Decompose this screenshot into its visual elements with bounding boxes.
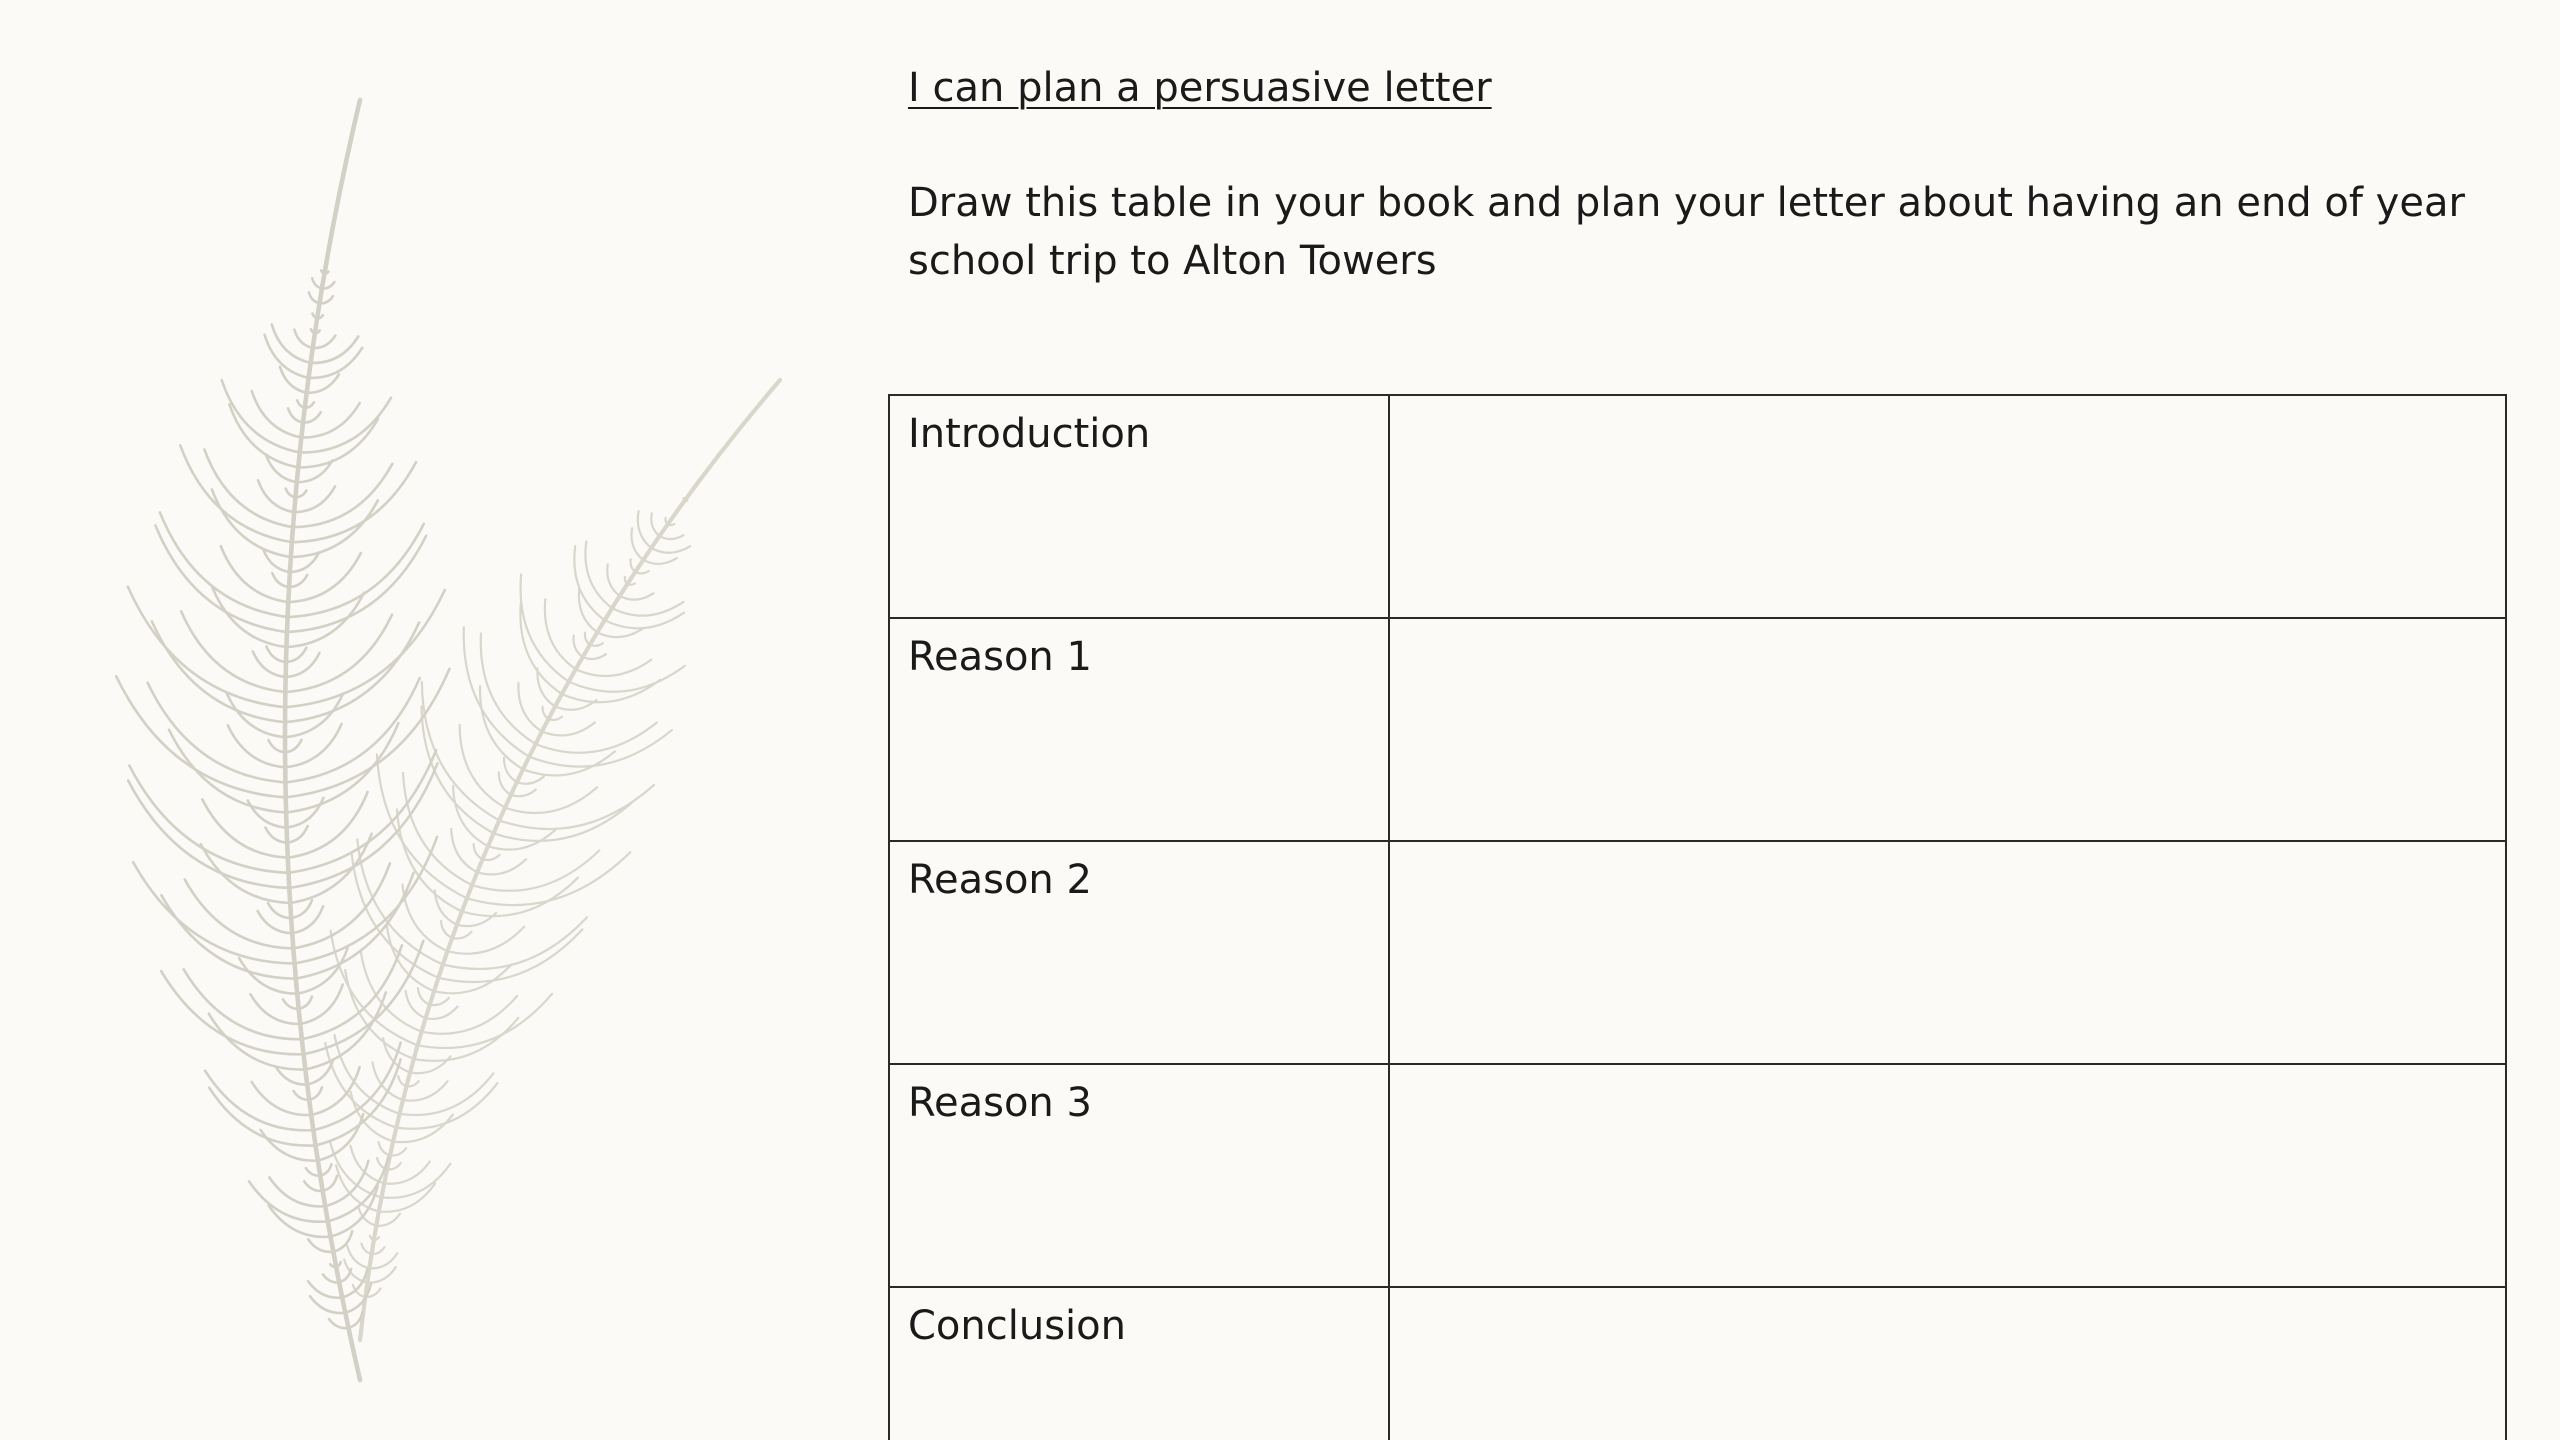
table-row-introduction xyxy=(889,395,2506,618)
instruction-text: Draw this table in your book and plan your letter about having an end of year school trip to Alton Towers xyxy=(908,180,2465,284)
row-value-introduction xyxy=(1389,395,2506,618)
row-label-introduction: Introduction xyxy=(889,395,1389,618)
row-label-reason-2: Reason 2 xyxy=(889,841,1389,1064)
feather-back xyxy=(325,380,780,1340)
row-value-reason-1 xyxy=(1389,618,2506,841)
row-value-reason-2 xyxy=(1389,841,2506,1064)
table-row-reason-2 xyxy=(889,841,2506,1064)
letter-plan-table xyxy=(888,394,2507,1440)
feather-front xyxy=(116,100,449,1380)
table-row-conclusion xyxy=(889,1287,2506,1440)
row-label-reason-3: Reason 3 xyxy=(889,1064,1389,1287)
row-value-reason-3 xyxy=(1389,1064,2506,1287)
table-row-reason-3 xyxy=(889,1064,2506,1287)
table-row-reason-1 xyxy=(889,618,2506,841)
feather-illustration xyxy=(60,80,820,1400)
learning-objective: I can plan a persuasive letter xyxy=(908,65,1492,111)
row-value-conclusion xyxy=(1389,1287,2506,1440)
row-label-reason-1: Reason 1 xyxy=(889,618,1389,841)
row-label-conclusion: Conclusion xyxy=(889,1287,1389,1440)
